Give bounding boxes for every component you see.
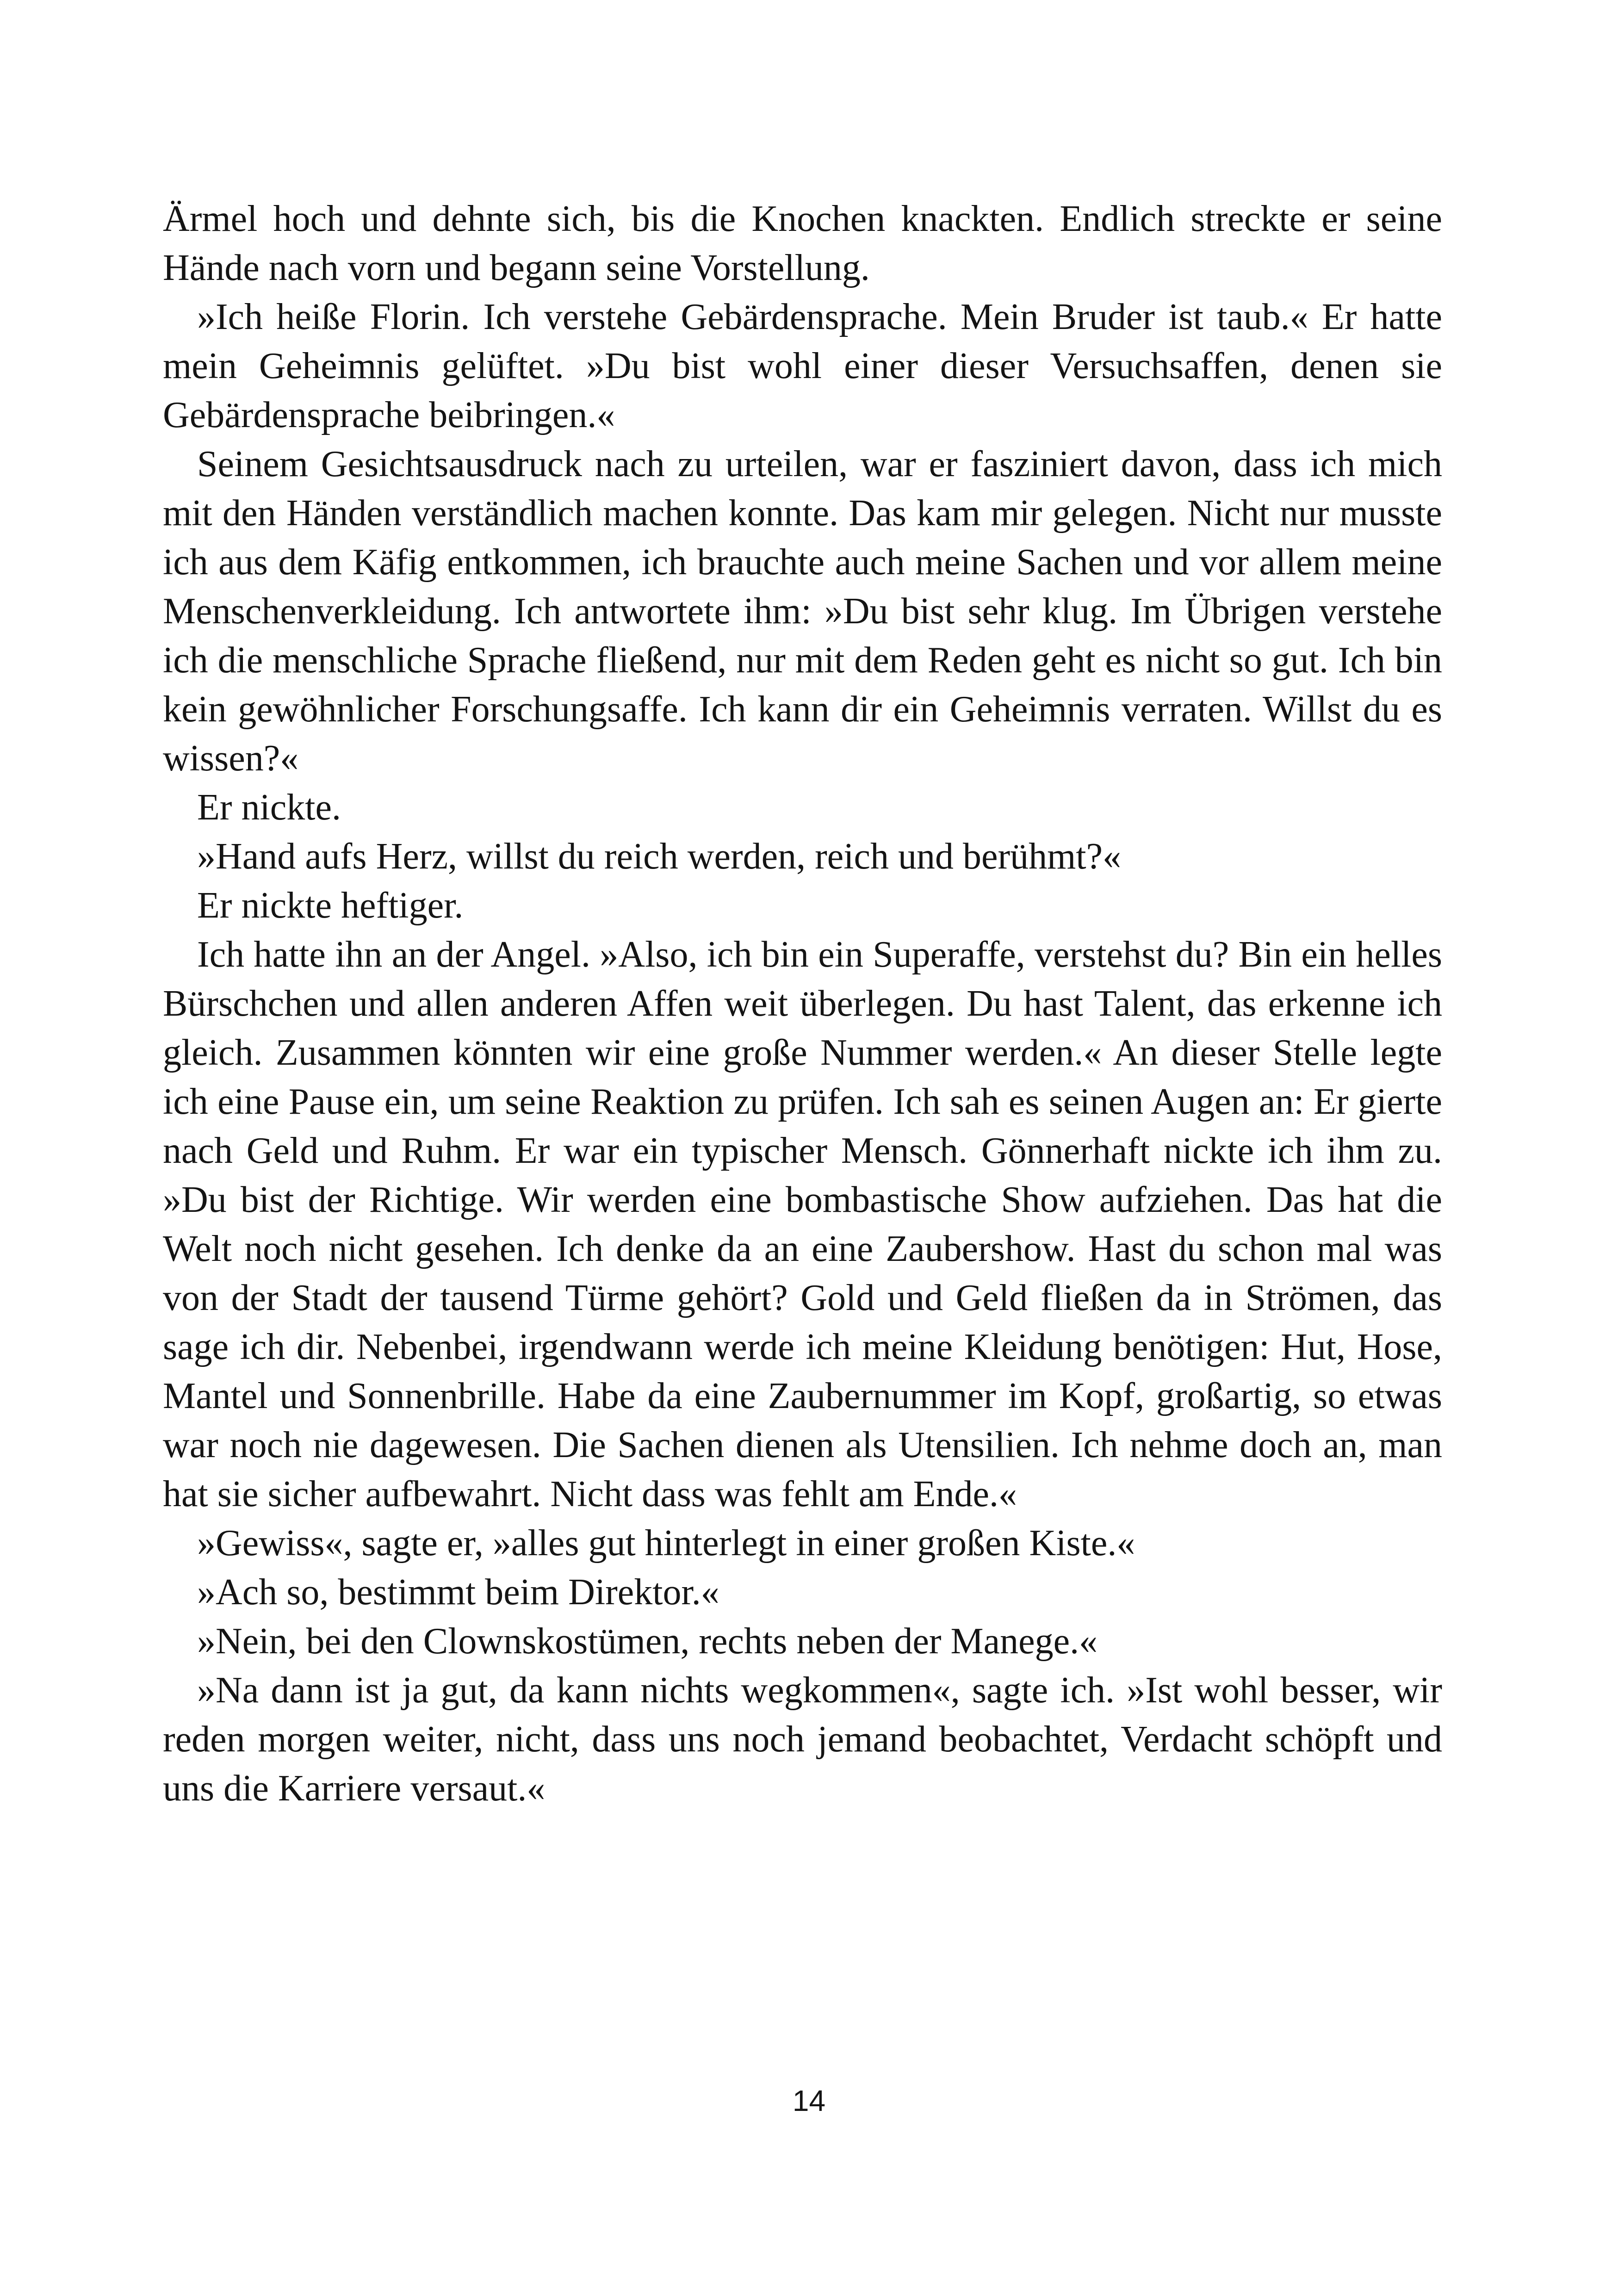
paragraph: »Nein, bei den Clownskostümen, rechts neben der Manege.« xyxy=(197,1621,1098,1662)
paragraph: »Ach so, bestimmt beim Direktor.« xyxy=(197,1572,719,1613)
paragraph-continuation: Ärmel hoch und dehnte sich, bis die Knochen knackten. Endlich streckte er seine Hände nach vorn und begann seine Vorstellung. xyxy=(163,199,1442,288)
paragraph: »Ich heiße Florin. Ich verstehe Gebärdensprache. Mein Bruder ist taub.« Er hatte mein Geheimnis gelüftet. »Du bist wohl einer dieser Versuchsaffen, denen sie Gebärdensprache beibringen.« xyxy=(163,297,1442,435)
paragraph: Er nickte heftiger. xyxy=(197,885,464,926)
paragraph: »Na dann ist ja gut, da kann nichts wegkommen«, sagte ich. »Ist wohl besser, wir reden morgen weiter, nicht, dass uns noch jemand beobachtet, Verdacht schöpft und uns die Karriere versaut.« xyxy=(163,1670,1442,1809)
page-number: 14 xyxy=(792,2084,826,2117)
paragraph: Ich hatte ihn an der Angel. »Also, ich bin ein Superaffe, verstehst du? Bin ein helles Bürschchen und allen anderen Affen weit überlegen. Du hast Talent, das erkenne ich gleich. Zusammen könnten wir eine große Nummer werden.« An dieser Stelle legte ich eine Pause ein, um seine Reaktion zu prüfen. Ich sah es seinen Augen an: Er gierte nach Geld und Ruhm. Er war ein typischer Mensch. Gönnerhaft nickte ich ihm zu. »Du bist der Richtige. Wir werden eine bombastische Show aufziehen. Das hat die Welt noch nicht gesehen. Ich denke da an eine Zaubershow. Hast du schon mal was von der Stadt der tausend Türme gehört? Gold und Geld fließen da in Strömen, das sage ich dir. Nebenbei, irgendwann werde ich meine Kleidung benötigen: Hut, Hose, Mantel und Sonnenbrille. Habe da eine Zaubernummer im Kopf, großartig, so etwas war noch nie dagewesen. Die Sachen dienen als Utensilien. Ich nehme doch an, man hat sie sicher aufbewahrt. Nicht dass was fehlt am Ende.« xyxy=(163,934,1442,1514)
body-text xyxy=(163,194,1442,1813)
paragraph: Er nickte. xyxy=(197,787,341,828)
paragraph: »Gewiss«, sagte er, »alles gut hinterlegt in einer großen Kiste.« xyxy=(197,1523,1135,1564)
paragraph: Seinem Gesichtsausdruck nach zu urteilen, war er fasziniert davon, dass ich mich mit den Händen verständlich machen konnte. Das kam mir gelegen. Nicht nur musste ich aus dem Käfig entkommen, ich brauchte auch meine Sachen und vor allem meine Menschenverkleidung. Ich antwortete ihm: »Du bist sehr klug. Im Übrigen verstehe ich die menschliche Sprache fließend, nur mit dem Reden geht es nicht so gut. Ich bin kein gewöhnlicher Forschungsaffe. Ich kann dir ein Geheimnis verraten. Willst du es wissen?« xyxy=(163,444,1442,779)
paragraph: »Hand aufs Herz, willst du reich werden, reich und berühmt?« xyxy=(197,836,1122,877)
